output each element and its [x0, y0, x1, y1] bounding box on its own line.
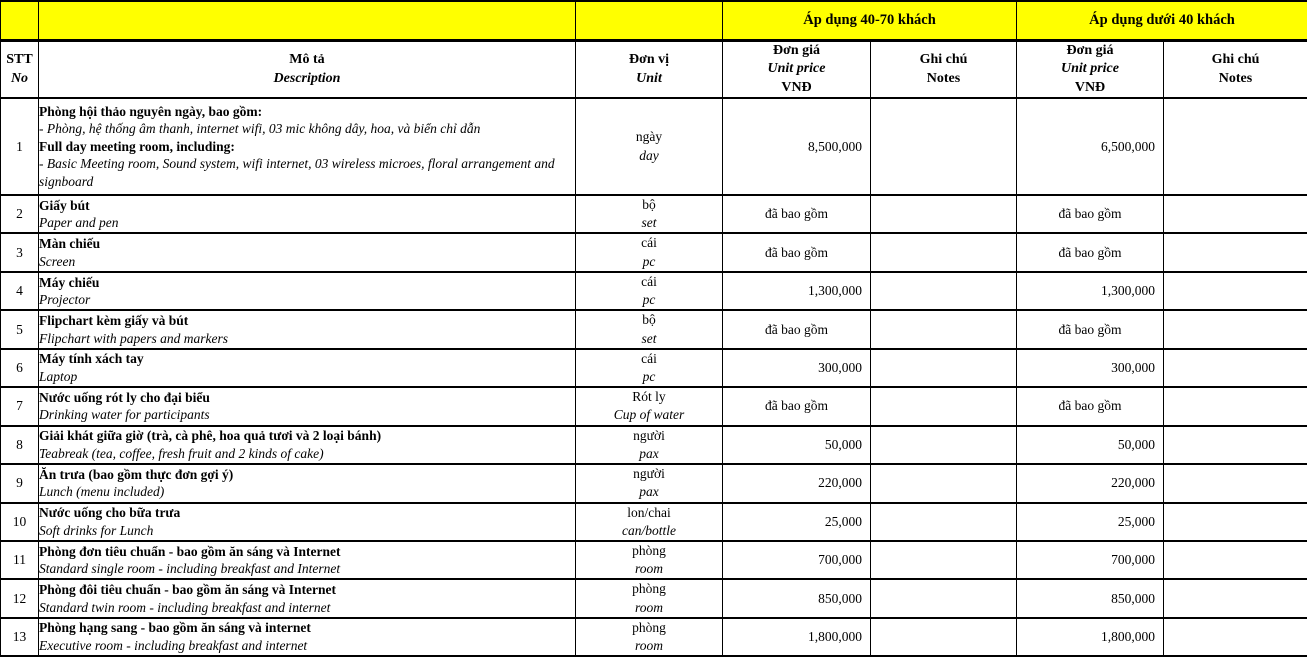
- description-cell: [39, 541, 576, 579]
- unit-price-cell-40-70: 850,000: [723, 579, 871, 617]
- table-row: [1, 349, 1307, 387]
- notes-cell-under-40: [1164, 349, 1307, 387]
- band-cell-description: [39, 1, 576, 41]
- notes-cell-under-40: [1164, 310, 1307, 348]
- unit-vi: bộ: [576, 311, 722, 329]
- row-number-cell: 4: [1, 272, 39, 310]
- unit-price-cell-40-70: 300,000: [723, 349, 871, 387]
- unit-vi: cái: [576, 273, 722, 291]
- description-line: Phòng hội thảo nguyên ngày, bao gồm:: [39, 103, 575, 121]
- description-cell: [39, 426, 576, 464]
- unit-vi: phòng: [576, 619, 722, 637]
- row-number-cell: 8: [1, 426, 39, 464]
- description-cell: [39, 387, 576, 425]
- col-header-notes-under-40-vi: Ghi chú: [1164, 51, 1307, 69]
- unit-cell: [576, 503, 723, 541]
- col-header-description: [39, 41, 576, 99]
- description-line: Phòng hạng sang - bao gồm ăn sáng và internet: [39, 619, 575, 637]
- band-cell-unit: [576, 1, 723, 41]
- col-header-unit-price-under-40-currency: VNĐ: [1017, 79, 1163, 97]
- col-header-notes-under-40-en: Notes: [1164, 70, 1307, 88]
- table-row: [1, 195, 1307, 233]
- description-line: Nước uống rót ly cho đại biểu: [39, 389, 575, 407]
- row-number-cell: 9: [1, 464, 39, 502]
- unit-cell: [576, 98, 723, 195]
- description-line: Executive room - including breakfast and internet: [39, 637, 575, 655]
- notes-cell-under-40: [1164, 579, 1307, 617]
- description-cell: [39, 233, 576, 271]
- unit-vi: cái: [576, 234, 722, 252]
- description-cell: [39, 349, 576, 387]
- unit-price-cell-40-70: đã bao gồm: [723, 387, 871, 425]
- description-cell: [39, 464, 576, 502]
- description-cell: [39, 579, 576, 617]
- unit-vi: phòng: [576, 542, 722, 560]
- unit-en: room: [576, 599, 722, 617]
- table-row: [1, 272, 1307, 310]
- row-number-cell: 3: [1, 233, 39, 271]
- table-row: [1, 426, 1307, 464]
- unit-en: pax: [576, 483, 722, 501]
- notes-cell-40-70: [871, 98, 1017, 195]
- table-row: [1, 618, 1307, 656]
- notes-cell-under-40: [1164, 387, 1307, 425]
- row-number-cell: 13: [1, 618, 39, 656]
- description-line: Flipchart with papers and markers: [39, 330, 575, 348]
- row-number-cell: 10: [1, 503, 39, 541]
- col-header-description-en: Description: [39, 70, 575, 88]
- notes-cell-under-40: [1164, 541, 1307, 579]
- unit-price-cell-40-70: 50,000: [723, 426, 871, 464]
- unit-price-cell-under-40: 1,800,000: [1017, 618, 1164, 656]
- notes-cell-under-40: [1164, 426, 1307, 464]
- description-line: - Phòng, hệ thống âm thanh, internet wifi, 03 mic không dây, hoa, và biển chỉ dẫn: [39, 120, 575, 138]
- description-line: Lunch (menu included): [39, 483, 575, 501]
- col-header-unit-price-under-40-vi: Đơn giá: [1017, 42, 1163, 60]
- unit-en: day: [576, 147, 722, 165]
- row-number-cell: 5: [1, 310, 39, 348]
- unit-price-cell-under-40: đã bao gồm: [1017, 233, 1164, 271]
- unit-price-cell-under-40: 700,000: [1017, 541, 1164, 579]
- table-row: [1, 310, 1307, 348]
- unit-cell: [576, 349, 723, 387]
- col-header-unit-price-40-70-en: Unit price: [723, 60, 870, 78]
- unit-cell: [576, 310, 723, 348]
- unit-en: room: [576, 560, 722, 578]
- notes-cell-40-70: [871, 579, 1017, 617]
- unit-price-cell-under-40: 220,000: [1017, 464, 1164, 502]
- notes-cell-40-70: [871, 272, 1017, 310]
- unit-vi: người: [576, 427, 722, 445]
- unit-cell: [576, 618, 723, 656]
- notes-cell-under-40: [1164, 195, 1307, 233]
- table-row: [1, 541, 1307, 579]
- col-header-stt-vi: STT: [1, 51, 38, 69]
- unit-vi: Rót ly: [576, 388, 722, 406]
- unit-en: can/bottle: [576, 522, 722, 540]
- description-cell: [39, 98, 576, 195]
- table-row: [1, 503, 1307, 541]
- table-row: [1, 387, 1307, 425]
- col-header-unit: [576, 41, 723, 99]
- row-number-cell: 6: [1, 349, 39, 387]
- unit-cell: [576, 272, 723, 310]
- description-line: Projector: [39, 291, 575, 309]
- unit-price-cell-40-70: 220,000: [723, 464, 871, 502]
- unit-cell: [576, 464, 723, 502]
- unit-price-cell-under-40: đã bao gồm: [1017, 387, 1164, 425]
- unit-en: pc: [576, 291, 722, 309]
- unit-price-cell-under-40: 25,000: [1017, 503, 1164, 541]
- description-line: Nước uống cho bữa trưa: [39, 504, 575, 522]
- row-number-cell: 2: [1, 195, 39, 233]
- col-header-unit-vi: Đơn vị: [576, 51, 722, 69]
- unit-cell: [576, 541, 723, 579]
- unit-cell: [576, 195, 723, 233]
- unit-vi: cái: [576, 350, 722, 368]
- col-header-unit-en: Unit: [576, 70, 722, 88]
- description-line: Máy chiếu: [39, 274, 575, 292]
- unit-price-cell-under-40: 50,000: [1017, 426, 1164, 464]
- description-cell: [39, 310, 576, 348]
- group-header-row: [1, 1, 1307, 41]
- row-number-cell: 11: [1, 541, 39, 579]
- unit-price-cell-40-70: 1,300,000: [723, 272, 871, 310]
- unit-vi: phòng: [576, 580, 722, 598]
- col-header-notes-40-70-vi: Ghi chú: [871, 51, 1016, 69]
- description-line: Screen: [39, 253, 575, 271]
- unit-en: room: [576, 637, 722, 655]
- notes-cell-40-70: [871, 195, 1017, 233]
- unit-vi: người: [576, 465, 722, 483]
- notes-cell-40-70: [871, 503, 1017, 541]
- description-line: Paper and pen: [39, 214, 575, 232]
- group-header-under-40: Áp dụng dưới 40 khách: [1017, 1, 1307, 41]
- unit-price-cell-under-40: 300,000: [1017, 349, 1164, 387]
- table-row: [1, 233, 1307, 271]
- notes-cell-under-40: [1164, 503, 1307, 541]
- unit-price-cell-40-70: đã bao gồm: [723, 233, 871, 271]
- description-cell: [39, 195, 576, 233]
- notes-cell-under-40: [1164, 233, 1307, 271]
- notes-cell-40-70: [871, 387, 1017, 425]
- unit-price-cell-40-70: 8,500,000: [723, 98, 871, 195]
- group-header-40-70: Áp dụng 40-70 khách: [723, 1, 1017, 41]
- col-header-stt-en: No: [1, 70, 38, 88]
- notes-cell-under-40: [1164, 618, 1307, 656]
- notes-cell-40-70: [871, 349, 1017, 387]
- unit-cell: [576, 426, 723, 464]
- unit-vi: ngày: [576, 128, 722, 146]
- unit-price-cell-40-70: 1,800,000: [723, 618, 871, 656]
- unit-price-cell-40-70: đã bao gồm: [723, 195, 871, 233]
- col-header-unit-price-under-40-en: Unit price: [1017, 60, 1163, 78]
- notes-cell-under-40: [1164, 464, 1307, 502]
- notes-cell-40-70: [871, 233, 1017, 271]
- unit-vi: lon/chai: [576, 504, 722, 522]
- unit-en: pax: [576, 445, 722, 463]
- description-line: Standard twin room - including breakfast and internet: [39, 599, 575, 617]
- band-cell-stt: [1, 1, 39, 41]
- col-header-unit-price-40-70-vi: Đơn giá: [723, 42, 870, 60]
- unit-cell: [576, 233, 723, 271]
- unit-en: pc: [576, 368, 722, 386]
- unit-price-cell-under-40: đã bao gồm: [1017, 310, 1164, 348]
- col-header-unit-price-under-40: [1017, 41, 1164, 99]
- description-line: Laptop: [39, 368, 575, 386]
- col-header-description-vi: Mô tả: [39, 51, 575, 69]
- unit-price-cell-40-70: đã bao gồm: [723, 310, 871, 348]
- notes-cell-under-40: [1164, 272, 1307, 310]
- notes-cell-under-40: [1164, 98, 1307, 195]
- unit-en: pc: [576, 253, 722, 271]
- description-line: Flipchart kèm giấy và bút: [39, 312, 575, 330]
- col-header-unit-price-40-70-currency: VNĐ: [723, 79, 870, 97]
- unit-en: set: [576, 330, 722, 348]
- table-row: [1, 98, 1307, 195]
- notes-cell-40-70: [871, 541, 1017, 579]
- unit-en: Cup of water: [576, 406, 722, 424]
- description-line: Drinking water for participants: [39, 406, 575, 424]
- unit-price-cell-under-40: 850,000: [1017, 579, 1164, 617]
- row-number-cell: 1: [1, 98, 39, 195]
- column-header-row: [1, 41, 1307, 99]
- col-header-notes-under-40: [1164, 41, 1307, 99]
- unit-en: set: [576, 214, 722, 232]
- row-number-cell: 12: [1, 579, 39, 617]
- description-line: Full day meeting room, including:: [39, 138, 575, 156]
- description-line: Màn chiếu: [39, 235, 575, 253]
- description-line: Ăn trưa (bao gồm thực đơn gợi ý): [39, 466, 575, 484]
- unit-price-cell-under-40: đã bao gồm: [1017, 195, 1164, 233]
- notes-cell-40-70: [871, 310, 1017, 348]
- unit-cell: [576, 579, 723, 617]
- description-cell: [39, 272, 576, 310]
- description-line: - Basic Meeting room, Sound system, wifi internet, 03 wireless microes, floral arrangement and signboard: [39, 155, 575, 190]
- col-header-notes-40-70-en: Notes: [871, 70, 1016, 88]
- table-row: [1, 579, 1307, 617]
- description-cell: [39, 618, 576, 656]
- unit-price-cell-40-70: 25,000: [723, 503, 871, 541]
- unit-price-cell-under-40: 1,300,000: [1017, 272, 1164, 310]
- description-line: Giấy bút: [39, 197, 575, 215]
- description-line: Máy tính xách tay: [39, 350, 575, 368]
- description-line: Soft drinks for Lunch: [39, 522, 575, 540]
- col-header-unit-price-40-70: [723, 41, 871, 99]
- notes-cell-40-70: [871, 464, 1017, 502]
- table-body: [1, 98, 1307, 656]
- description-line: Phòng đơn tiêu chuẩn - bao gồm ăn sáng và Internet: [39, 543, 575, 561]
- description-line: Giải khát giữa giờ (trà, cà phê, hoa quả tươi và 2 loại bánh): [39, 427, 575, 445]
- row-number-cell: 7: [1, 387, 39, 425]
- unit-price-cell-40-70: 700,000: [723, 541, 871, 579]
- notes-cell-40-70: [871, 426, 1017, 464]
- description-line: Standard single room - including breakfast and Internet: [39, 560, 575, 578]
- unit-vi: bộ: [576, 196, 722, 214]
- table-row: [1, 464, 1307, 502]
- notes-cell-40-70: [871, 618, 1017, 656]
- description-line: Phòng đôi tiêu chuẩn - bao gồm ăn sáng và Internet: [39, 581, 575, 599]
- unit-price-cell-under-40: 6,500,000: [1017, 98, 1164, 195]
- col-header-stt: [1, 41, 39, 99]
- description-line: Teabreak (tea, coffee, fresh fruit and 2 kinds of cake): [39, 445, 575, 463]
- col-header-notes-40-70: [871, 41, 1017, 99]
- unit-cell: [576, 387, 723, 425]
- description-cell: [39, 503, 576, 541]
